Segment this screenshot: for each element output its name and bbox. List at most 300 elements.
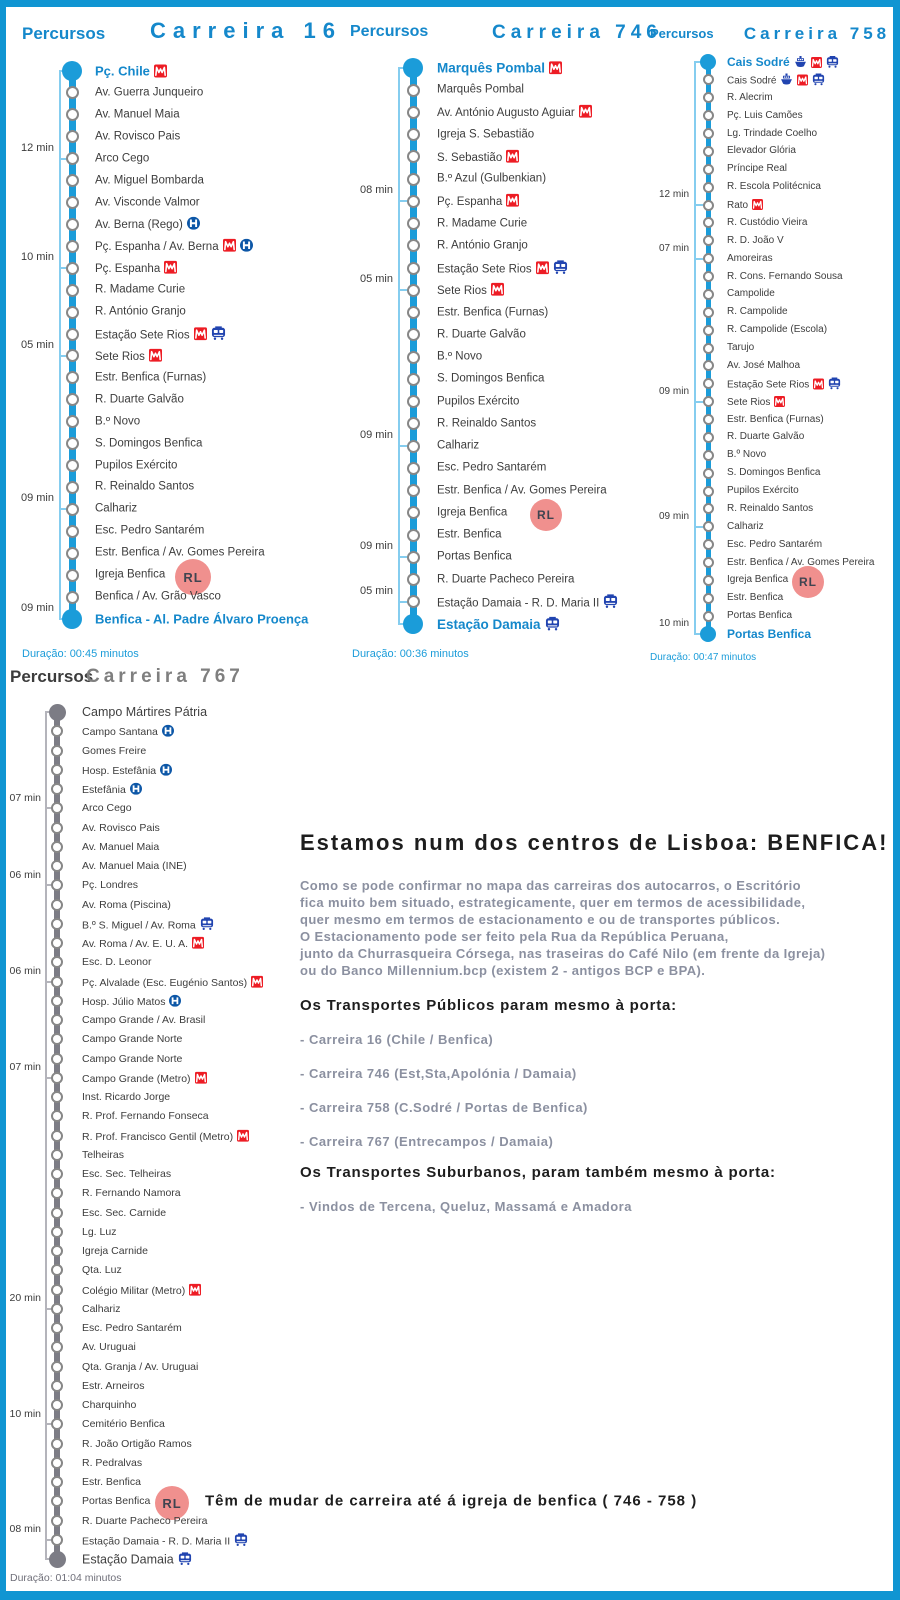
- stop-name: R. Fernando Namora: [82, 1187, 181, 1199]
- info-paragraph-line: ou do Banco Millennium.bcp (existem 2 - antigos BCP e BPA).: [300, 963, 706, 978]
- stop-marker: [703, 271, 714, 282]
- metro-icon: [189, 1283, 201, 1295]
- stop-marker: [51, 937, 63, 949]
- stop-marker: [51, 1072, 63, 1084]
- stop-name: Portas Benfica: [727, 610, 793, 622]
- segment-time-label: 10 min: [20, 251, 54, 264]
- terminal-stop-marker: [62, 61, 82, 81]
- stop-name: Estr. Benfica: [727, 592, 784, 604]
- stop-name: Estação Damaia: [82, 1552, 174, 1567]
- stop-name: Portas Benfica: [727, 627, 812, 641]
- segment-time-label: 09 min: [658, 510, 689, 522]
- stop-name: Estação Damaia: [437, 616, 541, 632]
- metro-icon: [536, 261, 549, 274]
- stop-name: R. Madame Curie: [437, 216, 528, 229]
- stop-name: Av. Berna (Rego): [95, 219, 183, 232]
- stop-marker: [703, 575, 714, 586]
- segment-time-label: 12 min: [20, 141, 54, 154]
- hospital-icon: [130, 783, 142, 795]
- stop-label: [95, 65, 167, 78]
- stop-name: Estr. Benfica / Av. Gomes Pereira: [727, 556, 875, 568]
- stop-marker: [66, 196, 79, 209]
- metro-icon: [154, 65, 167, 78]
- stop-label: [727, 396, 785, 408]
- route-title: Carreira 746: [492, 22, 662, 43]
- stop-name: Av. Miguel Bombarda: [95, 173, 204, 186]
- stop-marker: [51, 1380, 63, 1392]
- stop-label: [82, 1246, 148, 1257]
- stop-name: R. Duarte Pacheco Pereira: [82, 1514, 208, 1527]
- stop-marker: [703, 217, 714, 228]
- stop-marker: [51, 1476, 63, 1488]
- stop-marker: [51, 1014, 63, 1026]
- stop-label: [95, 372, 206, 384]
- stop-marker: [407, 328, 420, 341]
- stop-name: Igreja S. Sebastião: [437, 127, 535, 140]
- stop-label: [437, 440, 479, 452]
- stop-marker: [51, 1149, 63, 1161]
- stop-label: [437, 574, 574, 586]
- route-duration: Duração: 01:04 minutos: [10, 1572, 122, 1584]
- route-duration: Duração: 00:36 minutos: [352, 648, 469, 660]
- stop-marker: [51, 1033, 63, 1045]
- segment-time-label: 05 min: [359, 273, 393, 286]
- stop-label: [95, 109, 180, 121]
- stop-label: [82, 1304, 121, 1315]
- stop-marker: [407, 595, 420, 608]
- stop-label: [727, 93, 773, 103]
- stop-marker: [51, 1361, 63, 1373]
- stop-label: [82, 1381, 144, 1392]
- stop-name: Cais Sodré: [727, 75, 777, 87]
- stop-marker: [407, 506, 420, 519]
- stop-marker: [407, 84, 420, 97]
- stop-marker: [66, 349, 79, 362]
- segment-time-label: 07 min: [9, 791, 41, 804]
- stop-marker: [407, 351, 420, 364]
- stop-name: R. Duarte Galvão: [437, 328, 526, 341]
- stop-label: [95, 284, 185, 296]
- stop-marker: [703, 325, 714, 336]
- stop-label: [95, 175, 204, 187]
- metro-icon: [506, 150, 519, 163]
- stop-marker: [66, 569, 79, 582]
- segment-time-label: 09 min: [658, 385, 689, 397]
- train-icon: [200, 917, 214, 930]
- stop-marker: [703, 253, 714, 264]
- stop-label: [82, 1458, 142, 1469]
- stop-name: Rato: [727, 200, 749, 211]
- stop-marker: [66, 459, 79, 472]
- stop-name: Amoreiras: [727, 252, 773, 264]
- stop-label: [437, 374, 544, 386]
- stop-label: [82, 1015, 205, 1026]
- segment-time-label: 07 min: [658, 242, 689, 254]
- stop-label: [82, 1533, 248, 1547]
- stop-marker: [703, 146, 714, 157]
- stop-label: [437, 150, 519, 165]
- info-paragraph: [300, 877, 892, 979]
- stop-name: Campo Grande / Av. Brasil: [82, 1013, 206, 1026]
- stop-label: [82, 1129, 249, 1142]
- stop-label: [727, 486, 799, 496]
- stop-marker: [703, 128, 714, 139]
- stop-marker: [51, 1245, 63, 1257]
- stop-name: Av. Manuel Maia: [82, 840, 160, 853]
- stop-name: Benfica / Av. Grão Vasco: [95, 590, 221, 603]
- stop-name: R. Duarte Galvão: [95, 393, 184, 406]
- stop-name: Marquês Pombal: [437, 60, 546, 76]
- route-percursos-label: Percursos: [10, 667, 94, 686]
- metro-icon: [237, 1129, 249, 1141]
- stop-label: [727, 343, 754, 353]
- stop-label: [437, 617, 560, 632]
- stop-name: R. Duarte Galvão: [727, 431, 805, 443]
- stop-name: R. Reinaldo Santos: [727, 502, 814, 514]
- hospital-icon: [187, 217, 200, 230]
- stop-label: [82, 861, 187, 872]
- stop-marker: [51, 783, 63, 795]
- stop-marker: [51, 1226, 63, 1238]
- stop-marker: [51, 956, 63, 968]
- stop-label: [95, 613, 308, 626]
- stop-label: [95, 416, 140, 428]
- stop-marker: [66, 240, 79, 253]
- stop-name: Estr. Benfica (Furnas): [437, 305, 549, 318]
- stop-label: [95, 239, 253, 254]
- stop-label: [95, 217, 200, 232]
- stop-label: [82, 1552, 192, 1566]
- stop-label: [727, 593, 783, 603]
- time-bracket-line: [694, 62, 696, 634]
- time-bracket-line: [45, 712, 47, 1559]
- transport-line-item: - Carreira 758 (C.Sodré / Portas de Benfica): [300, 1100, 588, 1115]
- stop-label: [727, 111, 803, 121]
- stop-name: Estação Sete Rios: [437, 263, 532, 276]
- transport-line-item: - Carreira 746 (Est,Sta,Apolónia / Damaia): [300, 1066, 577, 1081]
- metro-icon: [223, 239, 236, 252]
- terminal-stop-marker: [403, 614, 423, 634]
- terminal-stop-marker: [49, 704, 66, 721]
- segment-time-label: 10 min: [658, 618, 689, 629]
- stop-name: Arco Cego: [82, 802, 132, 814]
- stop-marker: [51, 1207, 63, 1219]
- metro-icon: [506, 194, 519, 207]
- stop-marker: [703, 289, 714, 300]
- transfer-note: [205, 1493, 697, 1510]
- stop-name: Cemitério Benfica: [82, 1418, 165, 1430]
- stop-label: [82, 1092, 170, 1103]
- time-bracket-line: [398, 68, 400, 624]
- stop-label: [727, 522, 764, 532]
- metro-icon: [164, 261, 177, 274]
- stop-marker: [51, 879, 63, 891]
- stop-name: Av. António Augusto Aguiar: [437, 107, 575, 120]
- stop-label: [95, 504, 137, 516]
- stop-marker: [703, 200, 714, 211]
- stop-marker: [703, 557, 714, 568]
- stop-marker: [407, 417, 420, 430]
- hospital-icon: [240, 239, 253, 252]
- stop-marker: [66, 328, 79, 341]
- stop-name: Estr. Benfica: [82, 1475, 141, 1488]
- stop-name: Pupilos Exército: [727, 485, 799, 496]
- stop-name: Pç. Alvalade (Esc. Eugénio Santos): [82, 976, 248, 989]
- stop-label: [82, 1150, 124, 1161]
- stop-name: Pç. Espanha / Av. Berna: [95, 241, 219, 254]
- hospital-icon: [160, 764, 172, 776]
- stop-name: Pupilos Exército: [95, 458, 178, 471]
- stop-marker: [703, 164, 714, 175]
- segment-time-label: 09 min: [20, 602, 54, 614]
- stop-marker: [407, 573, 420, 586]
- stop-label: [437, 61, 562, 75]
- stop-label: [727, 146, 796, 156]
- stop-label: [727, 254, 773, 264]
- stop-name: Calhariz: [437, 439, 480, 452]
- stop-name: Esc. Pedro Santarém: [727, 538, 823, 550]
- route-duration: Duração: 00:47 minutos: [650, 652, 757, 663]
- stop-label: [82, 917, 214, 931]
- stop-marker: [66, 306, 79, 319]
- stop-label: [82, 880, 138, 891]
- train-icon: [545, 617, 560, 631]
- stop-name: S. Domingos Benfica: [727, 467, 821, 479]
- metro-icon: [813, 378, 824, 389]
- stop-name: Hosp. Júlio Matos: [82, 995, 166, 1008]
- stop-name: Estr. Benfica / Av. Gomes Pereira: [95, 546, 265, 559]
- ferry-icon: [794, 56, 807, 68]
- train-icon: [828, 377, 841, 389]
- stop-label: [82, 1361, 198, 1372]
- stop-name: Esc. D. Leonor: [82, 956, 152, 968]
- segment-time-label: 07 min: [9, 1061, 41, 1074]
- stop-name: Sete Rios: [727, 396, 771, 408]
- stop-marker: [407, 173, 420, 186]
- stop-name: R. D. João V: [727, 234, 784, 246]
- stop-marker: [66, 547, 79, 560]
- time-bracket-line: [59, 71, 61, 619]
- train-icon: [812, 73, 825, 85]
- stop-name: Av. Roma / Av. E. U. A.: [82, 937, 189, 950]
- stop-marker: [703, 486, 714, 497]
- route-percursos-label: Percursos: [22, 24, 106, 43]
- stop-label: [82, 1515, 207, 1526]
- info-paragraph-line: junto da Churrasqueira Córsega, nas traseiras do Café Nilo (em frente da Igreja): [300, 946, 826, 961]
- info-paragraph-line: fica muito bem situado, estrategicamente, quer em termos de acessibilidade,: [300, 895, 806, 910]
- stop-name: Campo Grande Norte: [82, 1033, 183, 1045]
- stop-name: Esc. Sec. Carnide: [82, 1206, 167, 1219]
- stop-marker: [66, 525, 79, 538]
- stop-marker: [51, 1438, 63, 1450]
- stop-label: [82, 745, 146, 756]
- stop-label: [727, 468, 820, 478]
- stop-label: [82, 1207, 166, 1218]
- stop-marker: [703, 468, 714, 479]
- stop-name: Igreja Benfica: [437, 506, 508, 519]
- stop-name: S. Domingos Benfica: [437, 372, 545, 385]
- stop-marker: [51, 1418, 63, 1430]
- page-border-right: [893, 0, 900, 1600]
- stop-name: R. Escola Politécnica: [727, 181, 821, 193]
- stop-name: Estr. Benfica: [437, 528, 502, 541]
- info-title: Estamos num dos centros de Lisboa: BENFICA!: [300, 830, 889, 855]
- stop-name: Qta. Granja / Av. Uruguai: [82, 1360, 199, 1373]
- stop-marker: [703, 307, 714, 318]
- route-title: Carreira 758: [743, 24, 891, 43]
- stop-name: Colégio Militar (Metro): [82, 1284, 186, 1297]
- stop-label: [95, 394, 184, 406]
- segment-time-label: 09 min: [359, 540, 393, 553]
- info-paragraph-line: Como se pode confirmar no mapa das carreiras dos autocarros, o Escritório: [300, 878, 801, 893]
- stop-name: R. Campolide (Escola): [727, 324, 828, 336]
- stop-marker: [407, 195, 420, 208]
- stop-label: [82, 1400, 136, 1411]
- stop-label: [727, 558, 874, 568]
- stop-marker: [407, 150, 420, 163]
- stop-label: [95, 482, 194, 494]
- stop-label: [727, 504, 813, 514]
- route-duration: Duração: 00:45 minutos: [22, 648, 139, 660]
- stop-name: Igreja Carnide: [82, 1244, 148, 1257]
- stop-marker: [51, 1534, 63, 1546]
- stop-name: Pç. Espanha: [437, 196, 503, 209]
- publicos-heading: Os Transportes Públicos param mesmo à porta:: [300, 997, 677, 1014]
- stop-name: Lg. Luz: [82, 1225, 117, 1238]
- stop-name: Calhariz: [727, 520, 764, 532]
- segment-time-label: 08 min: [359, 184, 393, 197]
- stop-marker: [51, 1130, 63, 1142]
- stop-label: [437, 507, 507, 519]
- stop-label: [727, 628, 811, 640]
- stop-label: [727, 218, 807, 228]
- stop-marker: [51, 1187, 63, 1199]
- page-border-left: [0, 0, 6, 1600]
- stop-label: [727, 236, 784, 246]
- stop-marker: [51, 860, 63, 872]
- rl-badge: RL: [530, 499, 562, 531]
- stop-label: [82, 1265, 122, 1276]
- stop-name: R. Duarte Pacheco Pereira: [437, 572, 575, 585]
- rl-badge: RL: [175, 559, 211, 595]
- stop-name: B.º Novo: [727, 449, 767, 461]
- stop-marker: [407, 484, 420, 497]
- stop-label: [82, 1111, 209, 1122]
- stop-label: [727, 289, 775, 299]
- stop-marker: [51, 1091, 63, 1103]
- stop-marker: [407, 306, 420, 319]
- hospital-icon: [169, 995, 181, 1007]
- stop-name: Gomes Freire: [82, 744, 147, 757]
- stop-name: Av. Roma (Piscina): [82, 898, 171, 911]
- stop-name: Esc. Pedro Santarém: [82, 1321, 182, 1334]
- stop-name: Igreja Benfica: [727, 574, 789, 586]
- stop-marker: [66, 284, 79, 297]
- stop-name: Av. Visconde Valmor: [95, 195, 200, 208]
- stop-label: [437, 194, 519, 209]
- stop-name: Estação Damaia - R. D. Maria II: [437, 597, 600, 609]
- stop-label: [95, 131, 180, 143]
- stop-label: [82, 1419, 165, 1430]
- stop-label: [82, 764, 172, 777]
- stop-marker: [66, 218, 79, 231]
- metro-icon: [194, 327, 207, 340]
- stop-name: Estação Sete Rios: [727, 379, 810, 391]
- stop-marker: [51, 841, 63, 853]
- stop-label: [95, 197, 200, 209]
- stop-label: [437, 283, 504, 298]
- metro-icon: [811, 57, 822, 68]
- stop-name: Portas Benfica: [82, 1495, 151, 1507]
- stop-label: [727, 540, 822, 550]
- stop-label: [727, 307, 788, 317]
- stop-name: Av. Rovisco Pais: [95, 130, 181, 142]
- transfer-note-text: Têm de mudar de carreira até á igreja de benfica ( 746 - 758 ): [205, 1492, 698, 1510]
- stop-marker: [703, 74, 714, 85]
- stop-label: [727, 415, 824, 425]
- metro-icon: [491, 283, 504, 296]
- stop-marker: [66, 591, 79, 604]
- stop-label: [82, 1053, 182, 1064]
- hospital-icon: [162, 725, 174, 737]
- stop-label: [437, 351, 482, 363]
- stop-name: Av. Rovisco Pais: [82, 821, 160, 834]
- stop-marker: [703, 343, 714, 354]
- stop-marker: [703, 450, 714, 461]
- stop-marker: [51, 1322, 63, 1334]
- stop-label: [95, 591, 221, 603]
- stop-label: [437, 463, 546, 475]
- stop-marker: [51, 1341, 63, 1353]
- stop-label: [82, 822, 160, 833]
- stop-marker: [407, 239, 420, 252]
- stop-marker: [66, 503, 79, 516]
- stop-label: [82, 1169, 171, 1180]
- stop-marker: [66, 86, 79, 99]
- stop-label: [82, 1227, 116, 1238]
- terminal-stop-marker: [62, 609, 82, 629]
- transport-line-item: - Vindos de Tercena, Queluz, Massamá e Amadora: [300, 1199, 632, 1214]
- stop-label: [82, 975, 263, 988]
- segment-time-label: 05 min: [359, 584, 393, 597]
- stop-marker: [51, 1303, 63, 1315]
- stop-marker: [703, 503, 714, 514]
- rl-badge: RL: [155, 1486, 189, 1520]
- stop-marker: [703, 396, 714, 407]
- stop-name: R. Madame Curie: [95, 283, 186, 296]
- segment-time-label: 09 min: [20, 492, 54, 505]
- stop-label: [82, 725, 174, 738]
- stop-marker: [66, 371, 79, 384]
- stop-marker: [51, 745, 63, 757]
- stop-name: Estr. Benfica (Furnas): [727, 413, 824, 425]
- segment-time-label: 09 min: [359, 429, 393, 442]
- stop-marker: [51, 725, 63, 737]
- stop-name: Estação Sete Rios: [95, 329, 190, 342]
- stop-label: [437, 129, 534, 141]
- stop-label: [727, 575, 788, 585]
- stop-label: [727, 164, 787, 174]
- stop-name: Esc. Sec. Telheiras: [82, 1167, 172, 1180]
- segment-time-label: 08 min: [9, 1523, 41, 1536]
- stop-marker: [51, 1053, 63, 1065]
- stop-marker: [703, 521, 714, 532]
- terminal-stop-marker: [700, 54, 716, 70]
- stop-label: [82, 783, 142, 796]
- stop-marker: [51, 918, 63, 930]
- stop-name: Portas Benfica: [437, 550, 512, 563]
- stop-label: [437, 84, 524, 96]
